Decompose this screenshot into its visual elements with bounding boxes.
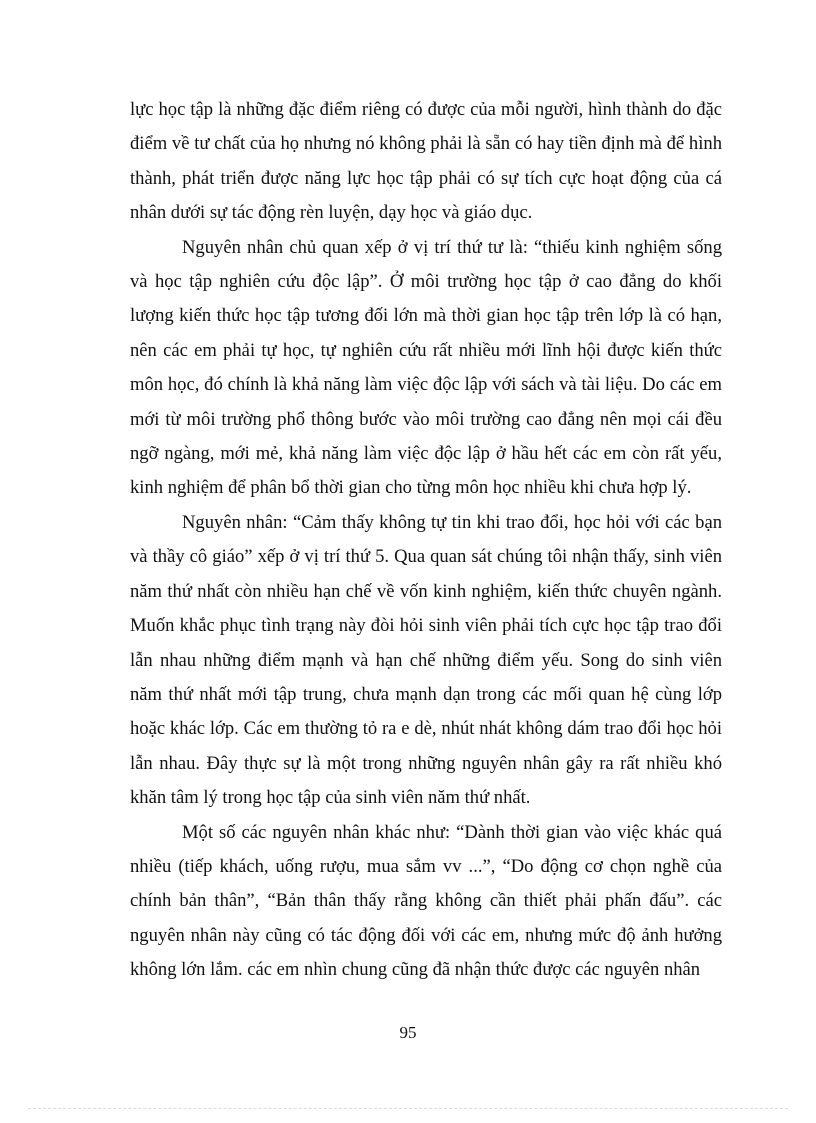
- paragraph-lack-of-experience: Nguyên nhân chủ quan xếp ở vị trí thứ tư là: “thiếu kinh nghiệm sống và học tập nghiên cứu độc lập”. Ở môi trường học tập ở cao đẳng do khối lượng kiến thức học tập tương đối lớn mà thời gian học tập trên lớp là có hạn, nên các em phải tự học, tự nghiên cứu rất nhiều mới lĩnh hội được kiến thức môn học, đó chính là khả năng làm việc độc lập với sách và tài liệu. Do các em mới từ môi trường phổ thông bước vào môi trường cao đẳng nên mọi cái đều ngỡ ngàng, mới mẻ, khả năng làm việc độc lập ở hầu hết các em còn rất yếu, kinh nghiệm để phân bổ thời gian cho từng môn học nhiều khi chưa hợp lý.: [130, 236, 722, 499]
- paragraph-lack-of-confidence: Nguyên nhân: “Cảm thấy không tự tin khi trao đổi, học hỏi với các bạn và thầy cô giáo” xếp ở vị trí thứ 5. Qua quan sát chúng tôi nhận thấy, sinh viên năm thứ nhất còn nhiều hạn chế về vốn kinh nghiệm, kiến thức chuyên ngành. Muốn khắc phục tình trạng này đòi hỏi sinh viên phải tích cực học tập trao đổi lẫn nhau những điểm mạnh và hạn chế những điểm yếu. Song do sinh viên năm thứ nhất mới tập trung, chưa mạnh dạn trong các mối quan hệ cùng lớp hoặc khác lớp. Các em thường tỏ ra e dè, nhút nhát không dám trao đổi học hỏi lẫn nhau. Đây thực sự là một trong những nguyên nhân gây ra rất nhiều khó khăn tâm lý trong học tập của sinh viên năm thứ nhất.: [130, 511, 722, 809]
- body-text: [130, 93, 722, 988]
- page-number: 95: [399, 1023, 417, 1042]
- paragraph-continuation: lực học tập là những đặc điểm riêng có được của mỗi người, hình thành do đặc điểm về tư chất của họ nhưng nó không phải là sẵn có hay tiền định mà để hình thành, phát triển được năng lực học tập phải có sự tích cực hoạt động của cá nhân dưới sự tác động rèn luyện, dạy học và giáo dục.: [130, 99, 722, 224]
- paragraph-other-causes: Một số các nguyên nhân khác như: “Dành thời gian vào việc khác quá nhiều (tiếp khách, uống rượu, mua sắm vv ...”, “Do động cơ chọn nghề của chính bản thân”, “Bản thân thấy rằng không cần thiết phải phấn đấu”. các nguyên nhân này cũng có tác động đối với các em, nhưng mức độ ảnh hưởng không lớn lắm. các em nhìn chung cũng đã nhận thức được các nguyên nhân: [130, 821, 722, 981]
- page-bottom-border: [28, 1108, 788, 1109]
